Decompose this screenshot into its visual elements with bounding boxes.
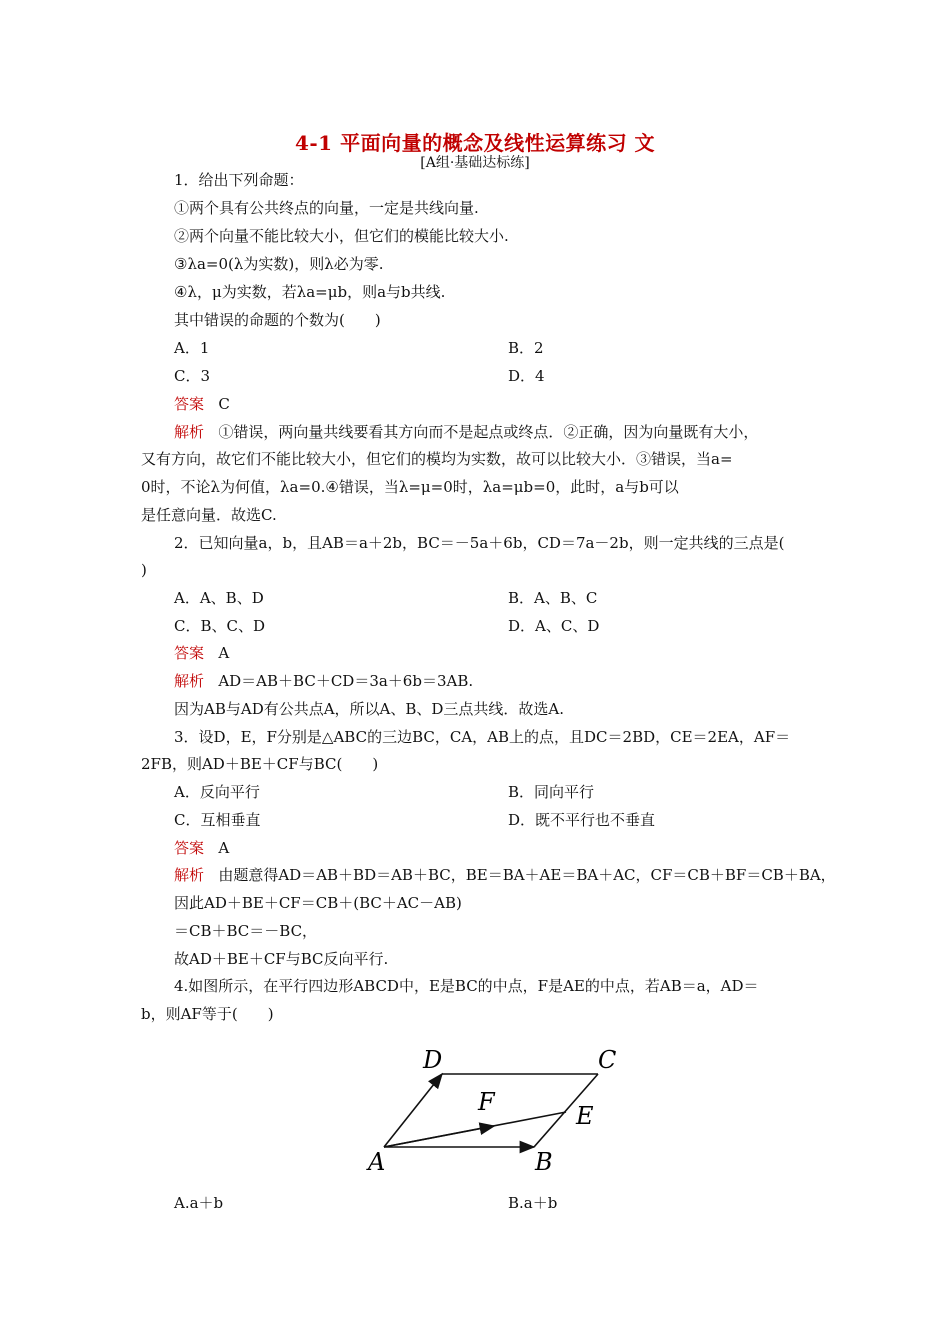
answer-label: 答案 bbox=[174, 395, 205, 413]
q2-option: B．A、B、C bbox=[508, 589, 598, 607]
q3-option: B．同向平行 bbox=[508, 783, 595, 801]
q2-analysis-row bbox=[174, 671, 473, 691]
analysis-text: 0时，不论λ为何值，λa=0.④错误，当λ=μ=0时，λa=μb=0，此时，a与b可以 bbox=[141, 478, 679, 496]
analysis-text: 因此AD＋BE＋CF＝CB＋(BC＋AC－AB) bbox=[174, 894, 462, 912]
analysis-text: 因为AB与AD有公共点A，所以A、B、D三点共线．故选A. bbox=[174, 700, 565, 718]
answer-value: A bbox=[218, 644, 230, 662]
q3-option: C．互相垂直 bbox=[174, 811, 261, 829]
vector-ad bbox=[384, 1074, 442, 1147]
point-label-d: D bbox=[423, 1046, 443, 1074]
q3-stem: 2FB，则AD＋BE＋CF与BC( ) bbox=[141, 755, 379, 773]
q4-stem: 4.如图所示，在平行四边形ABCD中，E是BC的中点，F是AE的中点，若AB＝a，AD＝ bbox=[174, 977, 759, 995]
q4-stem: b，则AF等于( ) bbox=[141, 1005, 274, 1023]
q2-option: A．A、B、D bbox=[174, 589, 264, 607]
q3-answer-row bbox=[174, 838, 229, 858]
q1-answer-row bbox=[174, 394, 230, 414]
analysis-text: 故AD＋BE＋CF与BC反向平行. bbox=[174, 950, 389, 968]
analysis-label: 解析 bbox=[174, 423, 205, 441]
q1-option: C．3 bbox=[174, 367, 211, 385]
answer-value: C bbox=[218, 395, 230, 413]
analysis-text: ①错误，两向量共线要看其方向而不是起点或终点．②正确，因为向量既有大小， bbox=[218, 423, 759, 441]
analysis-label: 解析 bbox=[174, 672, 205, 690]
q3-analysis-row bbox=[174, 865, 836, 885]
point-label-c: C bbox=[598, 1046, 617, 1074]
q3-option: D．既不平行也不垂直 bbox=[508, 811, 656, 829]
analysis-text: 又有方向，故它们不能比较大小，但它们的模均为实数，故可以比较大小．③错误，当a= bbox=[141, 450, 733, 468]
analysis-text: 是任意向量．故选C. bbox=[141, 506, 277, 524]
section-subtitle: [A组·基础达标练] bbox=[420, 155, 530, 171]
q1-item: ②两个向量不能比较大小，但它们的模能比较大小. bbox=[174, 227, 509, 245]
analysis-text: 由题意得AD＝AB＋BD＝AB＋BC，BE＝BA＋AE＝BA＋AC，CF＝CB＋BF＝CB＋BA， bbox=[218, 866, 836, 884]
q1-option: D．4 bbox=[508, 367, 545, 385]
q4-option: A.a＋b bbox=[174, 1194, 224, 1212]
answer-label: 答案 bbox=[174, 644, 205, 662]
q1-ask: 其中错误的命题的个数为( ) bbox=[174, 311, 381, 329]
point-label-b: B bbox=[535, 1148, 553, 1176]
analysis-text: ＝CB＋BC＝－BC， bbox=[174, 922, 318, 940]
answer-label: 答案 bbox=[174, 839, 205, 857]
point-label-e: E bbox=[576, 1102, 594, 1130]
q2-answer-row bbox=[174, 643, 229, 663]
point-label-f: F bbox=[478, 1088, 495, 1116]
vector-af bbox=[384, 1126, 494, 1147]
analysis-text: AD＝AB＋BC＋CD＝3a＋6b＝3AB. bbox=[218, 672, 474, 690]
q1-option: B．2 bbox=[508, 339, 544, 357]
q1-option: A．1 bbox=[174, 339, 210, 357]
point-label-a: A bbox=[368, 1148, 386, 1176]
q1-item: ④λ，μ为实数，若λa=μb，则a与b共线. bbox=[174, 283, 446, 301]
q2-stem: ) bbox=[141, 561, 147, 579]
q3-stem: 3．设D，E，F分别是△ABC的三边BC，CA，AB上的点，且DC＝2BD，CE＝2EA，AF＝ bbox=[174, 728, 791, 746]
answer-value: A bbox=[218, 839, 230, 857]
analysis-label: 解析 bbox=[174, 866, 205, 884]
q1-stem: 1．给出下列命题： bbox=[174, 171, 304, 189]
q2-stem: 2．已知向量a，b，且AB＝a＋2b，BC＝－5a＋6b，CD＝7a－2b，则一定共线的三点是( bbox=[174, 534, 785, 552]
q1-item: ①两个具有公共终点的向量，一定是共线向量. bbox=[174, 199, 479, 217]
q4-option: B.a＋b bbox=[508, 1194, 558, 1212]
page-title: 4-1 平面向量的概念及线性运算练习 文 bbox=[294, 131, 656, 155]
q1-item: ③λa=0(λ为实数)，则λ必为零. bbox=[174, 255, 384, 273]
q2-option: C．B、C、D bbox=[174, 617, 266, 635]
q1-analysis-row bbox=[174, 422, 758, 442]
parallelogram-figure bbox=[360, 1040, 630, 1180]
q3-option: A．反向平行 bbox=[174, 783, 260, 801]
q2-option: D．A、C、D bbox=[508, 617, 600, 635]
